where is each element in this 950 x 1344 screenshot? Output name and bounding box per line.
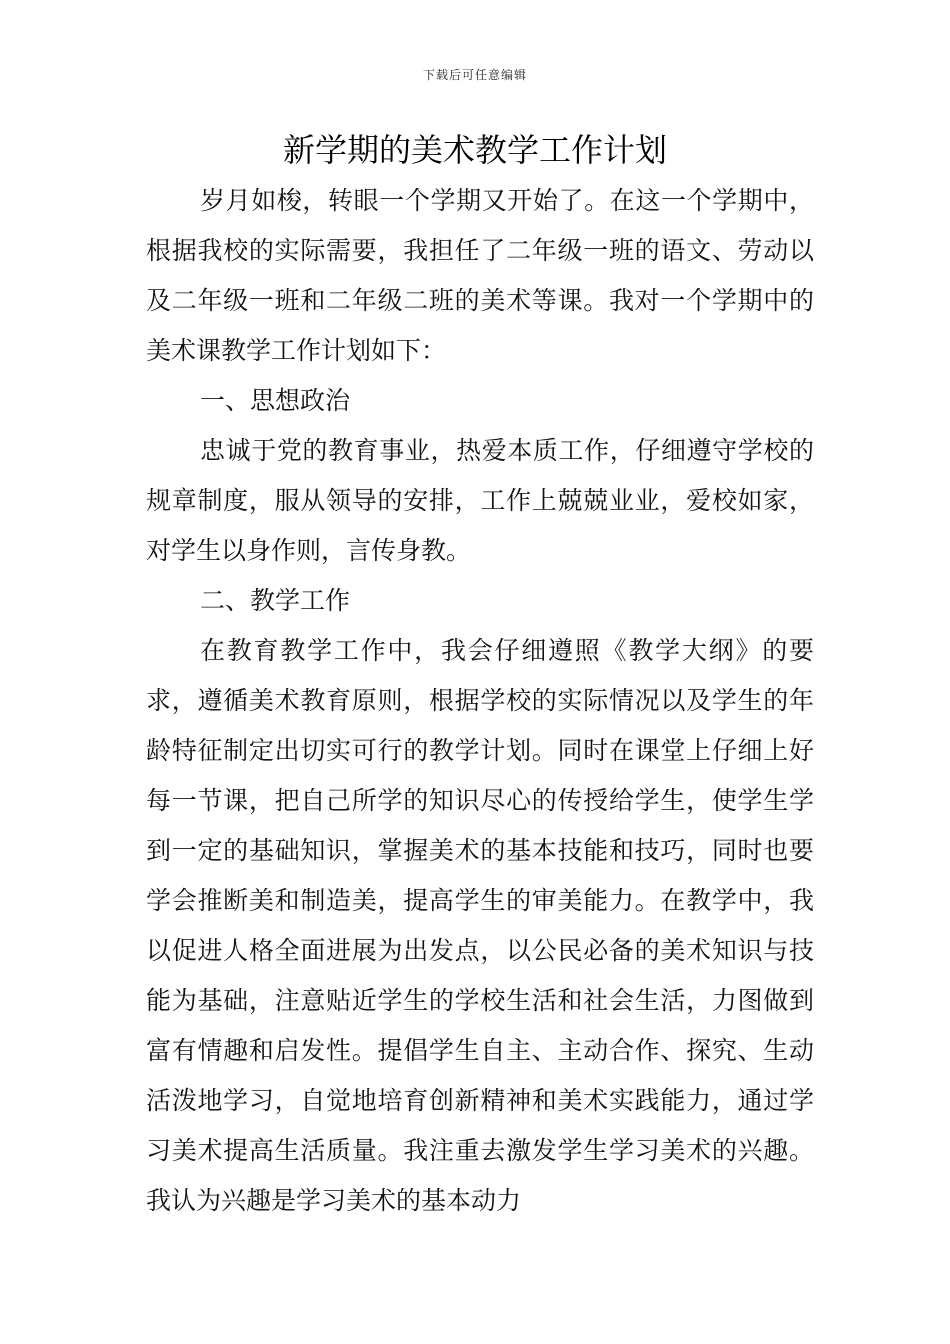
intro-paragraph: 岁月如梭，转眼一个学期又开始了。在这一个学期中，根据我校的实际需要，我担任了二年级一班的语文、劳动以及二年级一班和二年级二班的美术等课。我对一个学期中的美术课教学工作计划如下： (146, 186, 814, 365)
header-note: 下载后可任意编辑 (422, 68, 527, 82)
section-heading-teaching: 二、教学工作 (200, 586, 351, 615)
document-title: 新学期的美术教学工作计划 (282, 131, 667, 169)
politics-paragraph: 忠诚于党的教育事业，热爱本质工作，仔细遵守学校的规章制度，服从领导的安排，工作上兢兢业业，爱校如家，对学生以身作则，言传身教。 (146, 436, 814, 565)
section-heading-politics: 一、思想政治 (200, 386, 351, 415)
document-body (146, 176, 814, 1226)
teaching-paragraph: 在教育教学工作中，我会仔细遵照《教学大纲》的要求，遵循美术教育原则，根据学校的实际情况以及学生的年龄特征制定出切实可行的教学计划。同时在课堂上仔细上好每一节课，把自己所学的知识尽心的传授给学生，使学生学到一定的基础知识，掌握美术的基本技能和技巧，同时也要学会推断美和制造美，提高学生的审美能力。在教学中，我以促进人格全面进展为出发点，以公民必备的美术知识与技能为基础，注意贴近学生的学校生活和社会生活，力图做到富有情趣和启发性。提倡学生自主、主动合作、探究、生动活泼地学习，自觉地培育创新精神和美术实践能力，通过学习美术提高生活质量。我注重去激发学生学习美术的兴趣。我认为兴趣是学习美术的基本动力 (146, 636, 814, 1215)
